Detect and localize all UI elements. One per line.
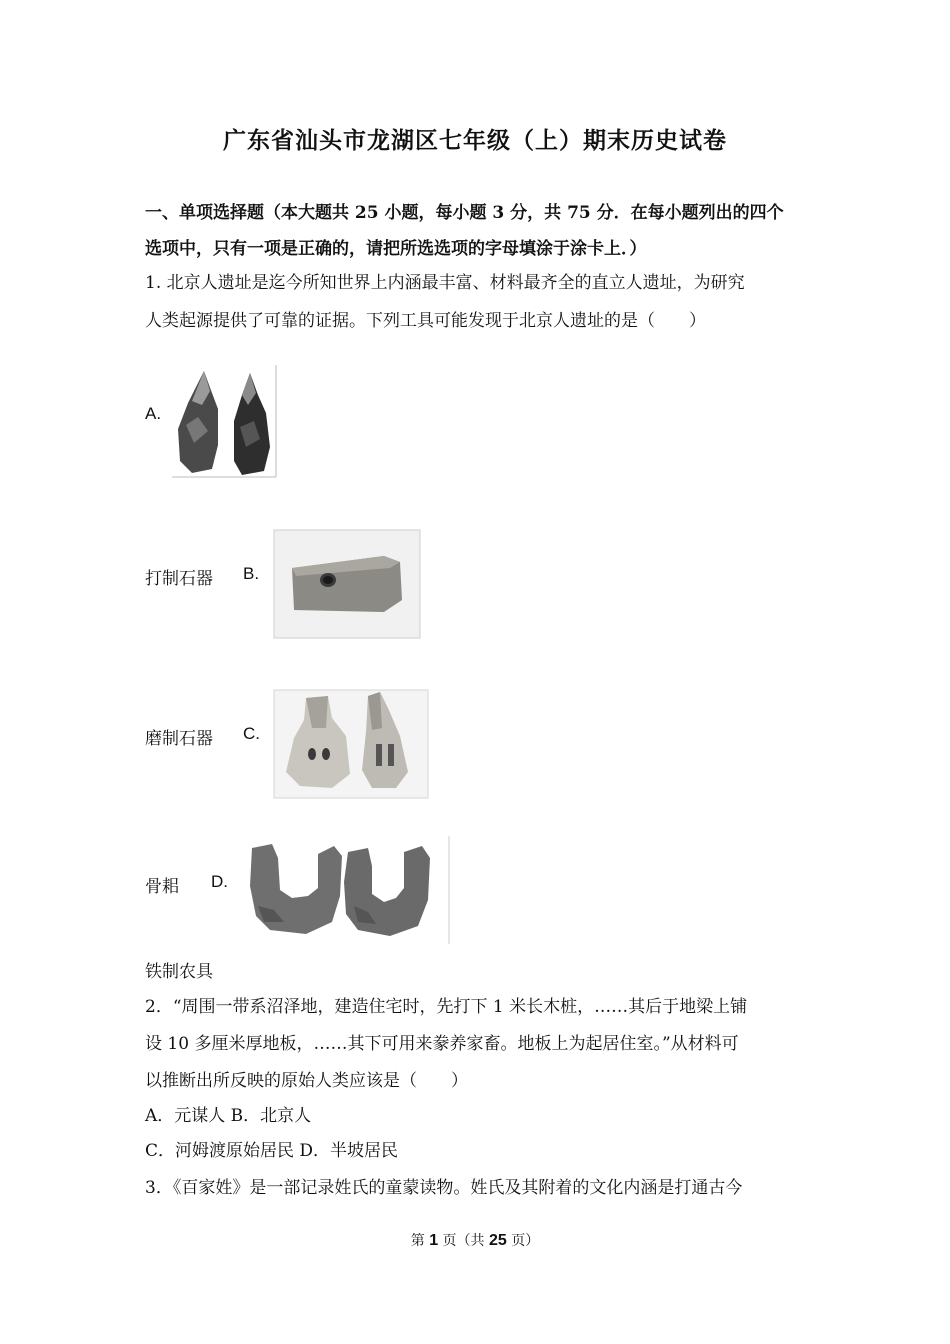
footer-pre: 第 <box>410 1233 425 1249</box>
question-1-line1: 1. 北京人遗址是迄今所知世界上内涵最丰富、材料最齐全的直立人遗址，为研究 <box>145 273 745 293</box>
option-b-letter: B. <box>243 564 260 583</box>
option-d-image <box>244 836 452 944</box>
option-c-letter: C. <box>243 724 260 743</box>
footer-post: 页） <box>511 1233 540 1249</box>
option-b-caption: 磨制石器 <box>145 729 213 749</box>
option-a-caption: 打制石器 <box>145 569 213 589</box>
footer-mid: 页（共 <box>442 1233 485 1249</box>
page-footer <box>0 1230 950 1250</box>
footer-total-pages: 25 <box>489 1232 507 1249</box>
option-a-letter: A. <box>145 404 162 423</box>
section-heading-line1: 一、单项选择题（本大题共 25 小题，每小题 3 分，共 75 分．在每小题列出的四个 <box>145 203 784 223</box>
question-2-line2: 设 10 多厘米厚地板，……其下可用来豢养家畜。地板上为起居住室。”从材料可 <box>145 1034 739 1054</box>
option-c-image <box>272 688 430 800</box>
section-heading-line2: 选项中，只有一项是正确的，请把所选选项的字母填涂于涂卡上．） <box>145 239 647 259</box>
option-d-letter: D. <box>211 872 228 891</box>
question-1-line2: 人类起源提供了可靠的证据。下列工具可能发现于北京人遗址的是（ ） <box>145 311 706 331</box>
option-d-caption: 铁制农具 <box>145 962 213 982</box>
question-2-options-ab: A．元谋人 B．北京人 <box>145 1106 312 1126</box>
option-b-image <box>272 528 422 640</box>
option-c-caption: 骨耜 <box>145 877 179 897</box>
footer-page-number: 1 <box>429 1232 439 1249</box>
question-2-line1: 2．“周围一带系沼泽地，建造住宅时，先打下 1 米长木桩，……其后于地梁上铺 <box>145 997 748 1017</box>
question-2-options-cd: C．河姆渡原始居民 D．半坡居民 <box>145 1141 399 1161</box>
question-2-line3: 以推断出所反映的原始人类应该是（ ） <box>145 1071 468 1091</box>
option-a-image <box>172 365 278 479</box>
question-3-line1: 3．《百家姓》是一部记录姓氏的童蒙读物。姓氏及其附着的文化内涵是打通古今 <box>145 1178 743 1198</box>
page-title: 广东省汕头市龙湖区七年级（上）期末历史试卷 <box>223 127 727 154</box>
